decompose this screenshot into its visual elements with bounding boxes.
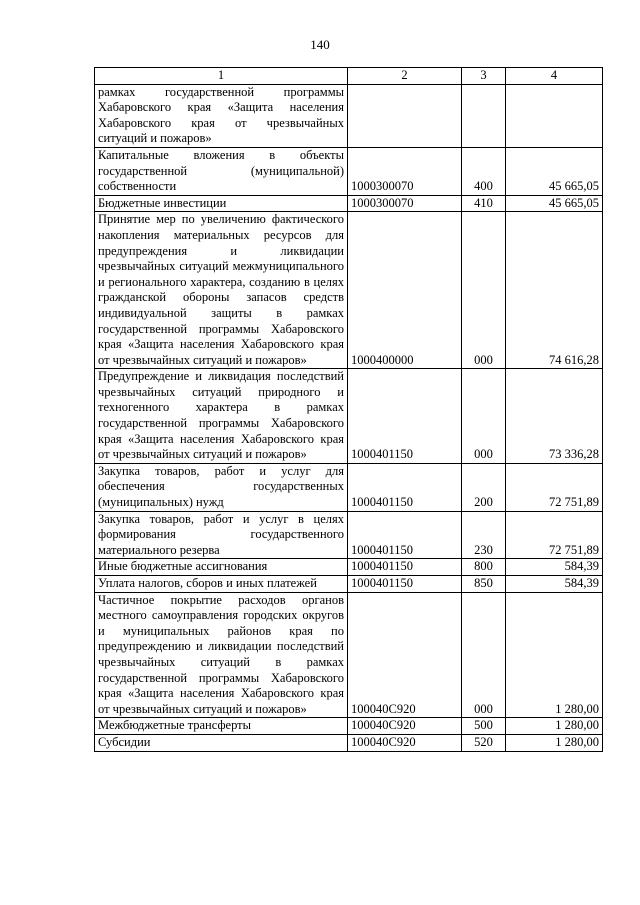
row-code: 1000300070	[348, 195, 462, 212]
row-amount: 73 336,28	[506, 369, 603, 464]
row-amount: 74 616,28	[506, 212, 603, 369]
row-code: 1000401150	[348, 369, 462, 464]
row-amount: 1 280,00	[506, 592, 603, 718]
row-expense-type: 000	[462, 592, 506, 718]
row-amount	[506, 84, 603, 147]
table-row	[95, 147, 603, 195]
table-row	[95, 592, 603, 718]
table-row	[95, 195, 603, 212]
row-name: Закупка товаров, работ и услуг для обеспечения государственных (муниципальных) нужд	[95, 463, 348, 511]
table-row	[95, 463, 603, 511]
row-expense-type: 200	[462, 463, 506, 511]
row-name: Капитальные вложения в объекты государственной (муниципальной) собственности	[95, 147, 348, 195]
row-name: Субсидии	[95, 734, 348, 751]
row-amount: 584,39	[506, 559, 603, 576]
table-row	[95, 212, 603, 369]
row-code: 1000401150	[348, 576, 462, 593]
row-code: 100040С920	[348, 718, 462, 735]
row-expense-type: 850	[462, 576, 506, 593]
row-expense-type: 410	[462, 195, 506, 212]
row-expense-type: 000	[462, 369, 506, 464]
row-amount: 72 751,89	[506, 511, 603, 559]
page-number: 140	[310, 37, 330, 52]
row-amount: 1 280,00	[506, 718, 603, 735]
column-header-2: 2	[348, 68, 462, 85]
row-name: Предупреждение и ликвидация последствий чрезвычайных ситуаций природного и техногенного характера в рамках государственной программы Хабаровского края «Защита населения Хабаровского края от чрезвычайных ситуаций и пожаров»	[95, 369, 348, 464]
row-name: Иные бюджетные ассигнования	[95, 559, 348, 576]
row-amount: 1 280,00	[506, 734, 603, 751]
row-expense-type: 230	[462, 511, 506, 559]
row-name: рамках государственной программы Хабаровского края «Защита населения Хабаровского края от чрезвычайных ситуаций и пожаров»	[95, 84, 348, 147]
row-code: 1000300070	[348, 147, 462, 195]
table-header-row	[95, 68, 603, 85]
row-name: Частичное покрытие расходов органов местного самоуправления городских округов и муниципальных районов края по предупреждению и ликвидации последствий чрезвычайных ситуаций в рамках государственной программы Хабаровского края «Защита населения Хабаровского края от чрезвычайных ситуаций и пожаров»	[95, 592, 348, 718]
row-expense-type: 500	[462, 718, 506, 735]
row-amount: 72 751,89	[506, 463, 603, 511]
row-code	[348, 84, 462, 147]
row-expense-type: 000	[462, 212, 506, 369]
row-name: Закупка товаров, работ и услуг в целях формирования государственного материального резерва	[95, 511, 348, 559]
row-expense-type: 400	[462, 147, 506, 195]
row-name: Уплата налогов, сборов и иных платежей	[95, 576, 348, 593]
row-expense-type: 520	[462, 734, 506, 751]
row-code: 1000400000	[348, 212, 462, 369]
table-row	[95, 84, 603, 147]
row-expense-type: 800	[462, 559, 506, 576]
table-row	[95, 511, 603, 559]
row-name: Межбюджетные трансферты	[95, 718, 348, 735]
row-name: Принятие мер по увеличению фактического накопления материальных ресурсов для предупреждения и ликвидации чрезвычайных ситуаций межмуниципального и регионального характера, созданию в целях гражданской обороны запасов средств индивидуальной защиты в рамках государственной программы Хабаровского края «Защита населения Хабаровского края от чрезвычайных ситуаций и пожаров»	[95, 212, 348, 369]
row-name: Бюджетные инвестиции	[95, 195, 348, 212]
table-row	[95, 369, 603, 464]
row-expense-type	[462, 84, 506, 147]
table-row	[95, 734, 603, 751]
row-amount: 584,39	[506, 576, 603, 593]
table-row	[95, 576, 603, 593]
table-row	[95, 718, 603, 735]
row-code: 1000401150	[348, 559, 462, 576]
row-code: 100040С920	[348, 592, 462, 718]
row-code: 1000401150	[348, 463, 462, 511]
table-row	[95, 559, 603, 576]
row-code: 100040С920	[348, 734, 462, 751]
budget-table	[94, 67, 603, 752]
column-header-3: 3	[462, 68, 506, 85]
row-amount: 45 665,05	[506, 147, 603, 195]
row-code: 1000401150	[348, 511, 462, 559]
column-header-1: 1	[95, 68, 348, 85]
column-header-4: 4	[506, 68, 603, 85]
row-amount: 45 665,05	[506, 195, 603, 212]
